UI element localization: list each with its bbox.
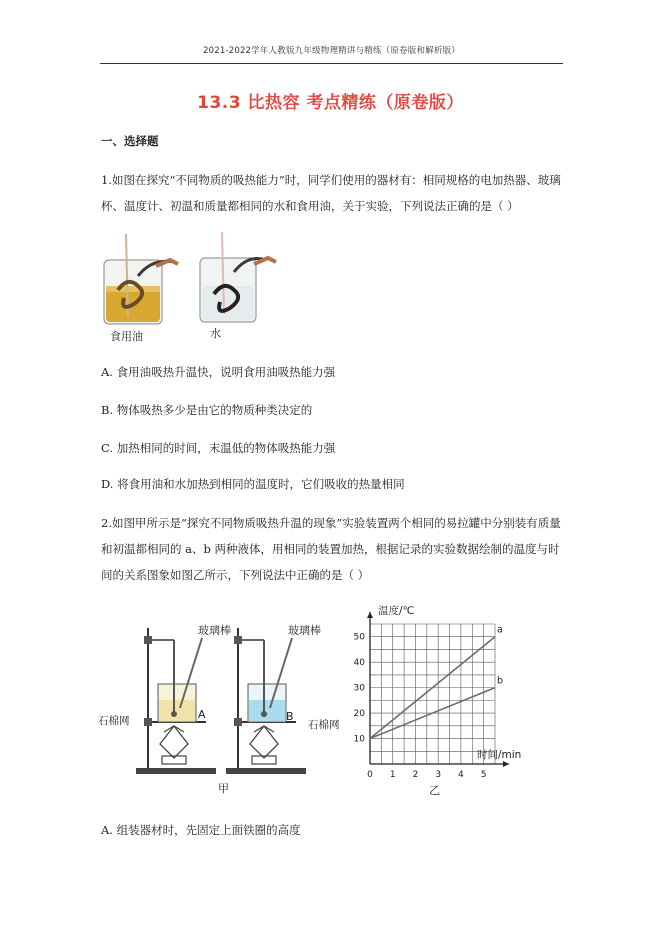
right-stand: [226, 628, 306, 774]
y-tick-label: 50: [353, 632, 365, 643]
q1-option-d: D. 将食用油和水加热到相同的温度时，它们吸收的热量相同: [101, 477, 405, 491]
q1-option-b: B. 物体吸热多少是由它的物质种类决定的: [101, 403, 313, 417]
oil-beaker: [104, 234, 178, 324]
q1-option-a: A. 食用油吸热升温快，说明食用油吸热能力强: [101, 365, 336, 379]
page-title: 13.3 比热容 考点精练（原卷版）: [197, 93, 464, 113]
question-2-line-2: 和初温都相同的 a、b 两种液体，用相同的装置加热，根据记录的实验数据绘制的温度与时: [101, 542, 560, 556]
series-label-b: b: [497, 675, 504, 687]
gauze-label-left: 石棉网: [98, 715, 130, 727]
series-label-a: a: [497, 624, 503, 636]
question-1-line-2: 杯、温度计、初温和质量都相同的水和食用油，关于实验，下列说法正确的是（ ）: [101, 199, 519, 213]
question-1-line-1: 1.如图在探究“不同物质的吸热能力”时，同学们使用的器材有：相同规格的电加热器、玻璃: [101, 173, 561, 187]
temperature-time-chart: [350, 605, 550, 798]
question-2-line-1: 2.如图甲所示是“探究不同物质吸热升温的现象”实验装置两个相同的易拉罐中分别装有质量: [101, 516, 561, 530]
q1-option-c: C. 加热相同的时间，末温低的物体吸热能力强: [101, 441, 336, 455]
y-tick-label: 40: [353, 658, 365, 669]
page-header: 2021-2022学年人教版九年级物理精讲与精练（原卷版和解析版）: [203, 46, 460, 56]
q1-beakers-image: [96, 232, 296, 326]
left-stand: [136, 628, 216, 774]
water-beaker: [200, 232, 276, 322]
q2-apparatus-figure: [98, 618, 348, 798]
beaker-label-b: B: [286, 710, 294, 723]
header-rule: [100, 63, 563, 64]
rod-label-right: 玻璃棒: [288, 624, 321, 637]
x-tick-label: 2: [412, 770, 419, 780]
y-axis-arrow: [367, 612, 373, 618]
x-axis-arrow: [503, 761, 509, 767]
oil-label: 食用油: [110, 330, 143, 343]
y-axis-label: 温度/℃: [378, 605, 415, 617]
y-tick-label: 20: [353, 709, 365, 720]
water-label: 水: [210, 327, 221, 340]
x-tick-label: 3: [435, 770, 442, 780]
beaker-label-a: A: [198, 708, 206, 721]
x-tick-label: 5: [480, 770, 487, 780]
x-tick-label: 4: [458, 770, 464, 780]
y-tick-label: 10: [353, 734, 365, 745]
gauze-label-right: 石棉网: [308, 719, 340, 731]
y-tick-label: 30: [353, 683, 365, 694]
section-heading: 一、选择题: [101, 134, 159, 148]
question-1-stem: [101, 167, 567, 219]
apparatus-caption: 甲: [218, 782, 229, 795]
q2-option-a: A. 组装器材时，先固定上面铁圈的高度: [101, 823, 301, 837]
question-2-stem: [101, 510, 567, 588]
chart-caption: 乙: [429, 784, 441, 797]
rod-label-left: 玻璃棒: [198, 624, 231, 637]
x-tick-label: 0: [367, 770, 373, 780]
question-2-line-3: 间的关系图象如图乙所示，下列说法中正确的是（ ）: [101, 568, 370, 582]
x-axis-label: 时间/min: [477, 749, 522, 761]
x-tick-label: 1: [389, 770, 396, 780]
